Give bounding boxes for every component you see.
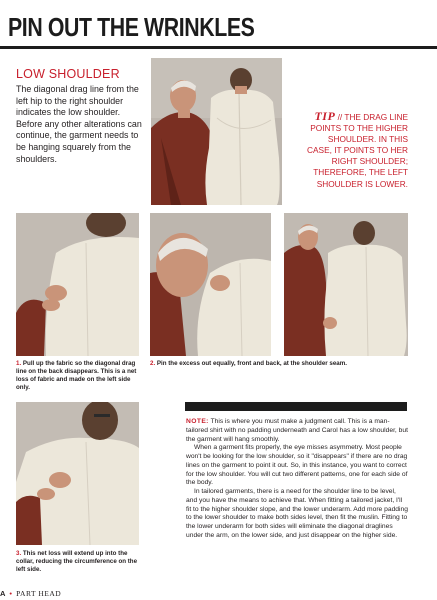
note-label: NOTE: [186,418,209,425]
step-2-photo [150,213,271,356]
step-3-photo [16,402,139,545]
caption-1-text: Pull up the fabric so the diagonal drag line on the back disappears. This is a net loss of fabric and made on the left side only. [16,360,137,391]
tip-text: THE DRAG LINE POINTS TO THE HIGHER SHOULDER. IN THIS CASE, IT POINTS TO HER RIGHT SHOULDER; THEREFORE, THE LEFT SHOULDER IS LOWER. [307,112,408,189]
intro-paragraph: The diagonal drag line from the left hip to the right shoulder indicates the low shoulder. Before any other alterations can continue, the garment needs to be hanging squarely from the shoulders. [16,84,142,164]
caption-3-number: 3. [16,550,22,557]
page-footer [0,589,61,598]
note-body [186,418,408,541]
tip-callout [302,111,408,190]
caption-3 [16,550,138,574]
note-paragraph-2: When a garment fits properly, the eye misses asymmetry. Most people won't be looking for the low shoulder, so it "disappears" if there are no drag lines on the garment to point it out. So, in this instance, you want to correct for the low shoulder. You will cut two different patterns, one for each side of the body. [186,444,408,487]
page-title: PIN OUT THE WRINKLES [8,12,255,42]
note-divider [185,402,407,411]
main-photo [151,58,282,205]
step-1-photo [16,213,139,356]
page-number: A [0,589,6,598]
caption-2-text: Pin the excess out equally, front and back, at the shoulder seam. [156,360,347,367]
step-2b-photo [284,213,408,356]
caption-3-text: This net loss will extend up into the collar, reducing the circumference on the left side. [16,550,138,573]
caption-1-number: 1. [16,360,22,367]
tip-label: TIP [314,109,336,123]
note-paragraph-1: This is where you must make a judgment call. This is a man-tailored shirt with no padding underneath and Carol has a low shoulder, but the garment will hang smoothly. [186,418,408,443]
title-divider [0,46,437,49]
caption-1 [16,360,138,392]
footer-bullet-icon: • [9,589,13,598]
note-paragraph-3: In tailored garments, there is a need for the shoulder line to be level, and you have the means to achieve that. When fitting a tailored jacket, I'll fit to the higher shoulder slope, and the lower underarm. Add more padding to the lower shoulder to make both sides level, then fit the muslin. Fitting to the lower underarm for both sides will eliminate the diagonal draglines under the arm, on the lower side, and just disappear on the higher side. [186,488,408,539]
caption-2 [150,360,410,368]
tip-separator: // [337,112,343,122]
part-head: PART HEAD [16,589,62,598]
caption-2-number: 2. [150,360,156,367]
section-heading: LOW SHOULDER [16,67,120,81]
